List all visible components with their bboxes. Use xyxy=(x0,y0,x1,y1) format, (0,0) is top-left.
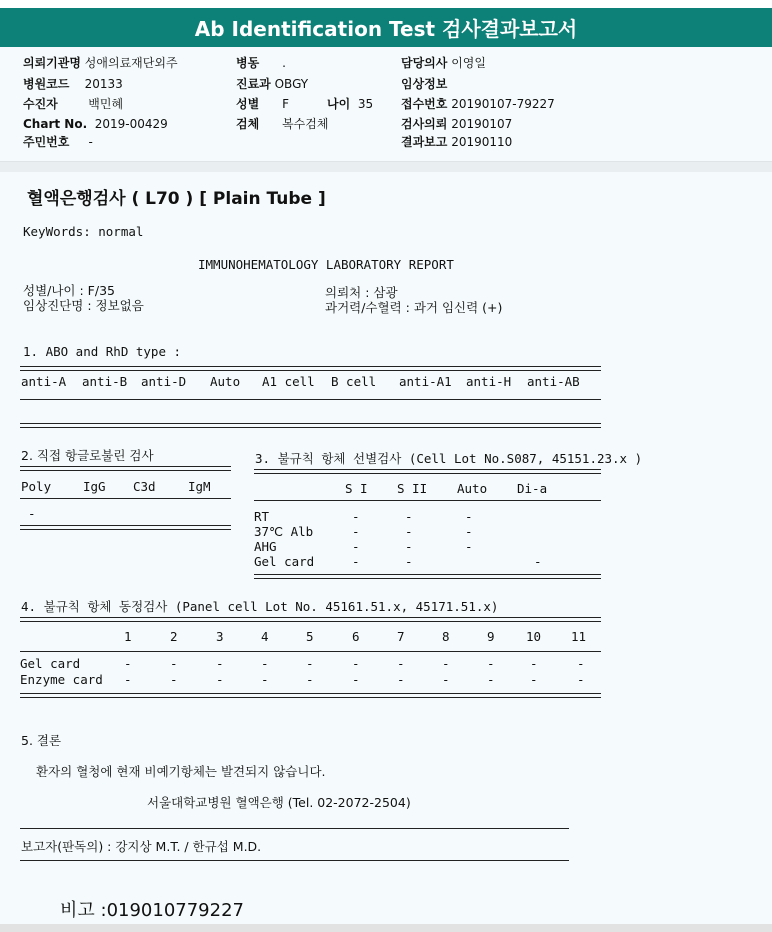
s4-cell: - xyxy=(170,656,178,671)
remark-label: 비고 : xyxy=(60,900,107,921)
lab-report-title: IMMUNOHEMATOLOGY LABORATORY REPORT xyxy=(198,257,454,272)
s1-header: anti-AB xyxy=(527,374,580,389)
double-rule xyxy=(254,469,601,474)
field-label: 접수번호 xyxy=(401,97,448,111)
bottom-strip xyxy=(0,924,772,932)
s4-cell: - xyxy=(397,656,405,671)
s3-cell: - xyxy=(405,554,413,569)
header-row xyxy=(23,117,168,131)
single-rule xyxy=(20,651,601,652)
s2-header: Poly xyxy=(21,479,52,494)
s3-header: Auto xyxy=(457,481,488,496)
s1-header: anti-B xyxy=(82,374,128,389)
s4-row-label: Enzyme card xyxy=(20,672,103,687)
field-label: 진료과 xyxy=(236,77,271,91)
s3-cell: - xyxy=(405,539,413,554)
s3-cell: - xyxy=(352,554,360,569)
s4-cell: - xyxy=(261,672,269,687)
s4-cell: - xyxy=(530,656,538,671)
s4-cell: - xyxy=(397,672,405,687)
s4-cell: - xyxy=(487,672,495,687)
s3-header: S I xyxy=(345,481,368,496)
s1-header: Auto xyxy=(210,374,241,389)
field-label: 병동 xyxy=(236,56,260,70)
s2-header: IgG xyxy=(83,479,106,494)
s4-col-header: 10 xyxy=(526,629,542,644)
s2-header: C3d xyxy=(133,479,156,494)
header-row xyxy=(327,97,373,111)
s1-header: anti-D xyxy=(141,374,187,389)
field-value: 20133 xyxy=(84,77,123,91)
section-divider xyxy=(0,161,772,172)
field-value: 2019-00429 xyxy=(94,117,168,131)
header-row xyxy=(236,117,328,131)
section4-title: 4. 불규칙 항체 동정검사 (Panel cell Lot No. 45161.51.x, 45171.51.x) xyxy=(21,599,499,614)
s4-cell: - xyxy=(352,672,360,687)
s3-row-label: Gel card xyxy=(254,554,315,569)
header-row xyxy=(401,117,512,131)
history: 과거력/수혈력 : 과거 임신력 (+) xyxy=(325,300,503,315)
s3-cell: - xyxy=(352,509,360,524)
section3-title: 3. 불규칙 항체 선별검사 (Cell Lot No.S087, 45151.23.x ) xyxy=(255,451,643,466)
s3-header: S II xyxy=(397,481,428,496)
s3-cell: - xyxy=(465,524,473,539)
header-row xyxy=(236,56,286,70)
double-rule xyxy=(20,525,231,530)
field-value: - xyxy=(88,135,93,149)
header-row xyxy=(401,77,451,91)
s3-row-label: AHG xyxy=(254,539,277,554)
header-row xyxy=(23,56,178,70)
s2-value: - xyxy=(28,506,36,521)
banner-title: Ab Identification Test 검사결과보고서 xyxy=(194,17,578,41)
field-label: 성별 xyxy=(236,97,260,111)
field-value: 이영일 xyxy=(451,56,486,70)
s4-cell: - xyxy=(442,672,450,687)
s1-header: B cell xyxy=(331,374,377,389)
section2-title: 2. 직접 항글로불린 검사 xyxy=(21,448,154,463)
field-value: 20190107 xyxy=(451,117,513,131)
s4-cell: - xyxy=(530,672,538,687)
s3-row-label: 37℃ Alb xyxy=(254,524,314,539)
field-value: 복수검체 xyxy=(282,117,329,131)
s4-col-header: 7 xyxy=(397,629,405,644)
double-rule xyxy=(20,366,601,371)
header-row xyxy=(23,97,123,111)
s1-header: anti-A1 xyxy=(399,374,452,389)
s3-cell: - xyxy=(352,524,360,539)
double-rule xyxy=(254,574,601,579)
s4-cell: - xyxy=(306,656,314,671)
header-row xyxy=(401,135,512,149)
header-row xyxy=(401,56,486,70)
single-rule xyxy=(20,828,569,829)
field-label: 나이 xyxy=(327,97,351,111)
s4-cell: - xyxy=(577,656,585,671)
s3-cell: - xyxy=(352,539,360,554)
s1-header: anti-H xyxy=(466,374,512,389)
s4-cell: - xyxy=(170,672,178,687)
s3-header: Di-a xyxy=(517,481,548,496)
s4-cell: - xyxy=(216,656,224,671)
s3-cell: - xyxy=(465,539,473,554)
header-row xyxy=(23,135,93,149)
s4-col-header: 5 xyxy=(306,629,314,644)
double-rule xyxy=(20,423,601,428)
field-value: F xyxy=(282,97,289,111)
s3-row-label: RT xyxy=(254,509,270,524)
field-value: 20190107-79227 xyxy=(451,97,555,111)
single-rule xyxy=(254,500,601,501)
field-label: 수진자 xyxy=(23,97,58,111)
field-value: 35 xyxy=(357,97,374,111)
field-label: 담당의사 xyxy=(401,56,448,70)
field-label: 임상정보 xyxy=(401,77,448,91)
s4-col-header: 3 xyxy=(216,629,224,644)
s4-col-header: 4 xyxy=(261,629,269,644)
section5-title: 5. 결론 xyxy=(21,733,62,748)
s3-cell: - xyxy=(405,509,413,524)
field-value: 20190110 xyxy=(451,135,513,149)
s4-cell: - xyxy=(352,656,360,671)
header-row xyxy=(236,77,308,91)
s2-header: IgM xyxy=(188,479,211,494)
s4-cell: - xyxy=(216,672,224,687)
s4-col-header: 6 xyxy=(352,629,360,644)
s4-cell: - xyxy=(442,656,450,671)
s4-col-header: 9 xyxy=(487,629,495,644)
s4-cell: - xyxy=(261,656,269,671)
conclusion-text: 환자의 혈청에 현재 비예기항체는 발견되지 않습니다. xyxy=(36,764,326,779)
s4-col-header: 11 xyxy=(571,629,587,644)
field-value: 백민혜 xyxy=(88,97,124,111)
s4-row-label: Gel card xyxy=(20,656,81,671)
s4-cell: - xyxy=(124,672,132,687)
s4-cell: - xyxy=(124,656,132,671)
s4-col-header: 8 xyxy=(442,629,450,644)
field-label: 주민번호 xyxy=(23,135,70,149)
double-rule xyxy=(20,617,601,622)
report-title: 혈액은행검사 ( L70 ) [ Plain Tube ] xyxy=(27,189,326,209)
section1-title: 1. ABO and RhD type : xyxy=(23,344,182,359)
keywords: KeyWords: normal xyxy=(23,224,144,239)
diagnosis: 임상진단명 : 정보없음 xyxy=(23,298,144,313)
field-value: . xyxy=(282,56,286,70)
sex-age: 성별/나이 : F/35 xyxy=(23,283,115,298)
field-label: 의뢰기관명 xyxy=(23,56,81,70)
remark xyxy=(60,896,244,922)
double-rule xyxy=(20,466,231,471)
s3-cell: - xyxy=(405,524,413,539)
field-label: 검사의뢰 xyxy=(401,117,448,131)
s4-cell: - xyxy=(306,672,314,687)
double-rule xyxy=(20,693,601,698)
s4-cell: - xyxy=(487,656,495,671)
s4-cell: - xyxy=(577,672,585,687)
s4-col-header: 1 xyxy=(124,629,132,644)
s3-cell: - xyxy=(465,509,473,524)
requester: 의뢰처 : 삼광 xyxy=(325,285,398,300)
report-banner xyxy=(0,8,772,47)
hospital-contact: 서울대학교병원 혈액은행 (Tel. 02-2072-2504) xyxy=(147,795,411,810)
top-strip xyxy=(0,0,772,8)
header-row xyxy=(23,77,123,91)
remark-value: 019010779227 xyxy=(106,900,244,921)
s1-header: A1 cell xyxy=(262,374,315,389)
reporter: 보고자(판독의) : 강지상 M.T. / 한규섭 M.D. xyxy=(21,839,262,854)
header-row xyxy=(236,97,289,111)
field-value: 성애의료재단외주 xyxy=(84,56,178,70)
single-rule xyxy=(20,399,601,400)
s4-col-header: 2 xyxy=(170,629,178,644)
s1-header: anti-A xyxy=(21,374,67,389)
s3-cell: - xyxy=(534,554,542,569)
field-value: OBGY xyxy=(274,77,309,91)
field-label: 병원코드 xyxy=(23,77,70,91)
single-rule xyxy=(20,860,569,861)
field-label: 검체 xyxy=(236,117,260,131)
field-label: 결과보고 xyxy=(401,135,448,149)
header-row xyxy=(401,97,555,111)
single-rule xyxy=(20,498,231,499)
field-label: Chart No. xyxy=(23,117,88,131)
